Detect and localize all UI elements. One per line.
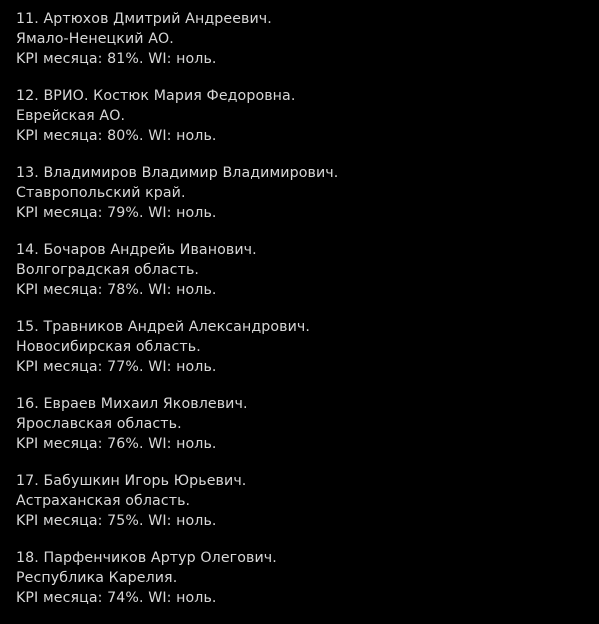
entry-name: 18. Парфенчиков Артур Олегович. [16, 550, 277, 566]
entry-kpi: KPI месяца: 80%. WI: ноль. [16, 128, 217, 144]
entry-kpi: KPI месяца: 74%. WI: ноль. [16, 590, 217, 606]
entry-name: 16. Евраев Михаил Яковлевич. [16, 396, 248, 412]
entry-name: 12. ВРИО. Костюк Мария Федоровна. [16, 88, 296, 104]
entry-kpi: KPI месяца: 81%. WI: ноль. [16, 51, 217, 67]
entry-region: Ярославская область. [16, 416, 182, 432]
list-item [16, 163, 591, 223]
entry-name: 15. Травников Андрей Александрович. [16, 319, 310, 335]
entry-name: 14. Бочаров Андрейь Иванович. [16, 242, 257, 258]
list-item [16, 86, 591, 146]
entry-name: 17. Бабушкин Игорь Юрьевич. [16, 473, 247, 489]
message-text [16, 9, 591, 608]
list-item [16, 240, 591, 300]
entry-region: Астраханская область. [16, 493, 191, 509]
entry-kpi: KPI месяца: 78%. WI: ноль. [16, 282, 217, 298]
list-item [16, 317, 591, 377]
entry-region: Ставропольский край. [16, 185, 186, 201]
entry-region: Волгоградская область. [16, 262, 200, 278]
entry-region: Еврейская АО. [16, 108, 126, 124]
list-item [16, 9, 591, 69]
entry-name: 11. Артюхов Дмитрий Андреевич. [16, 11, 272, 27]
entry-kpi: KPI месяца: 79%. WI: ноль. [16, 205, 217, 221]
list-item [16, 548, 591, 608]
entry-kpi: KPI месяца: 75%. WI: ноль. [16, 513, 217, 529]
list-item [16, 471, 591, 531]
entry-region: Ямало-Ненецкий АО. [16, 31, 174, 47]
entry-kpi: KPI месяца: 77%. WI: ноль. [16, 359, 217, 375]
entry-kpi: KPI месяца: 76%. WI: ноль. [16, 436, 217, 452]
entry-name: 13. Владимиров Владимир Владимирович. [16, 165, 339, 181]
entry-region: Новосибирская область. [16, 339, 201, 355]
list-item [16, 394, 591, 454]
entry-region: Республика Карелия. [16, 570, 178, 586]
